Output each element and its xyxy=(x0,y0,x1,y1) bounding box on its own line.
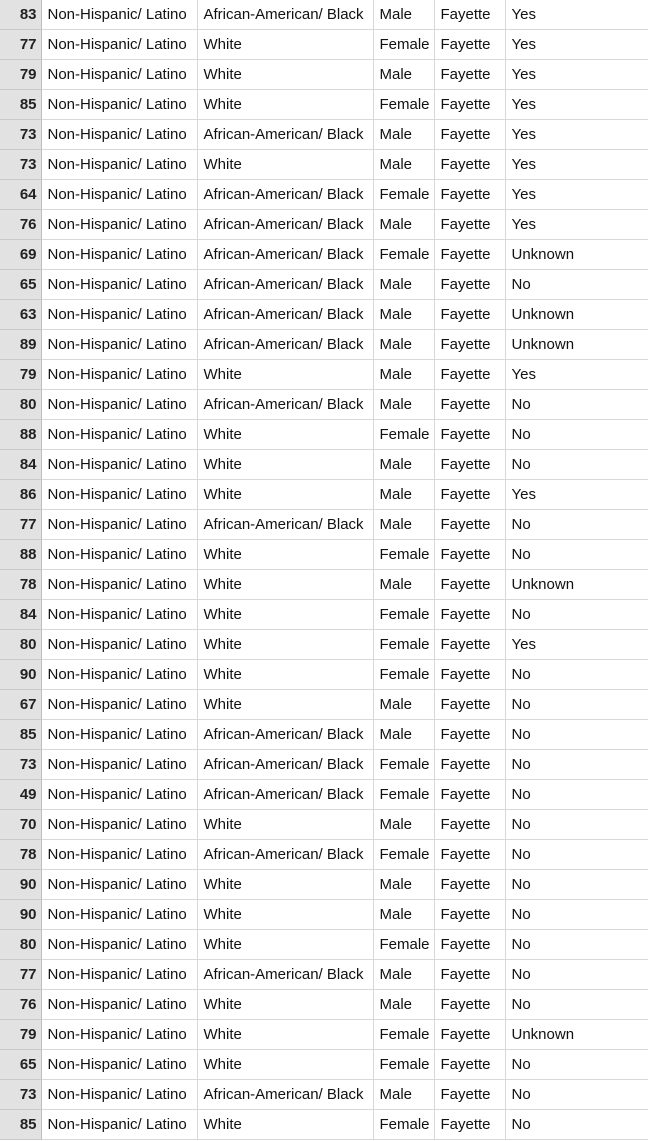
row-number-cell[interactable]: 64 xyxy=(0,180,41,210)
table-row xyxy=(0,690,648,720)
county-cell[interactable]: Fayette xyxy=(434,870,505,900)
race-cell[interactable]: White xyxy=(197,870,373,900)
county-cell[interactable]: Fayette xyxy=(434,900,505,930)
ethnicity-cell[interactable]: Non-Hispanic/ Latino xyxy=(41,660,197,690)
county-cell[interactable]: Fayette xyxy=(434,510,505,540)
ethnicity-cell[interactable]: Non-Hispanic/ Latino xyxy=(41,90,197,120)
race-cell[interactable]: African-American/ Black xyxy=(197,240,373,270)
sex-cell[interactable]: Male xyxy=(373,720,434,750)
ethnicity-cell[interactable]: Non-Hispanic/ Latino xyxy=(41,840,197,870)
sex-cell[interactable]: Male xyxy=(373,690,434,720)
status-cell[interactable]: No xyxy=(505,510,648,540)
status-cell[interactable]: Yes xyxy=(505,360,648,390)
table-row xyxy=(0,120,648,150)
ethnicity-cell[interactable]: Non-Hispanic/ Latino xyxy=(41,960,197,990)
ethnicity-cell[interactable]: Non-Hispanic/ Latino xyxy=(41,720,197,750)
race-cell[interactable]: White xyxy=(197,60,373,90)
sex-cell[interactable]: Male xyxy=(373,510,434,540)
table-row xyxy=(0,180,648,210)
race-cell[interactable]: African-American/ Black xyxy=(197,840,373,870)
row-number-cell[interactable]: 76 xyxy=(0,210,41,240)
table-row xyxy=(0,300,648,330)
status-cell[interactable]: Unknown xyxy=(505,330,648,360)
county-cell[interactable]: Fayette xyxy=(434,1110,505,1140)
ethnicity-cell[interactable]: Non-Hispanic/ Latino xyxy=(41,870,197,900)
ethnicity-cell[interactable]: Non-Hispanic/ Latino xyxy=(41,420,197,450)
ethnicity-cell[interactable]: Non-Hispanic/ Latino xyxy=(41,990,197,1020)
county-cell[interactable]: Fayette xyxy=(434,270,505,300)
sex-cell[interactable]: Female xyxy=(373,540,434,570)
ethnicity-cell[interactable]: Non-Hispanic/ Latino xyxy=(41,1020,197,1050)
sex-cell[interactable]: Female xyxy=(373,180,434,210)
ethnicity-cell[interactable]: Non-Hispanic/ Latino xyxy=(41,810,197,840)
row-number-cell[interactable]: 63 xyxy=(0,300,41,330)
table-row xyxy=(0,60,648,90)
sex-cell[interactable]: Male xyxy=(373,570,434,600)
race-cell[interactable]: African-American/ Black xyxy=(197,120,373,150)
row-number-cell[interactable]: 80 xyxy=(0,390,41,420)
ethnicity-cell[interactable]: Non-Hispanic/ Latino xyxy=(41,750,197,780)
county-cell[interactable]: Fayette xyxy=(434,120,505,150)
race-cell[interactable]: White xyxy=(197,630,373,660)
county-cell[interactable]: Fayette xyxy=(434,360,505,390)
ethnicity-cell[interactable]: Non-Hispanic/ Latino xyxy=(41,480,197,510)
status-cell[interactable]: Yes xyxy=(505,0,648,30)
row-number-cell[interactable]: 73 xyxy=(0,1080,41,1110)
row-number-cell[interactable]: 77 xyxy=(0,30,41,60)
sex-cell[interactable]: Male xyxy=(373,360,434,390)
table-row xyxy=(0,1020,648,1050)
county-cell[interactable]: Fayette xyxy=(434,180,505,210)
ethnicity-cell[interactable]: Non-Hispanic/ Latino xyxy=(41,390,197,420)
row-number-cell[interactable]: 86 xyxy=(0,480,41,510)
status-cell[interactable]: No xyxy=(505,1080,648,1110)
table-row xyxy=(0,600,648,630)
status-cell[interactable]: No xyxy=(505,840,648,870)
table-row xyxy=(0,360,648,390)
status-cell[interactable]: Unknown xyxy=(505,1020,648,1050)
row-number-cell[interactable]: 78 xyxy=(0,840,41,870)
race-cell[interactable]: White xyxy=(197,480,373,510)
status-cell[interactable]: No xyxy=(505,900,648,930)
status-cell[interactable]: No xyxy=(505,540,648,570)
race-cell[interactable]: White xyxy=(197,660,373,690)
table-row xyxy=(0,540,648,570)
row-number-cell[interactable]: 79 xyxy=(0,60,41,90)
sex-cell[interactable]: Male xyxy=(373,960,434,990)
row-number-cell[interactable]: 77 xyxy=(0,510,41,540)
race-cell[interactable]: White xyxy=(197,360,373,390)
table-row xyxy=(0,510,648,540)
status-cell[interactable]: No xyxy=(505,930,648,960)
row-number-cell[interactable]: 69 xyxy=(0,240,41,270)
county-cell[interactable]: Fayette xyxy=(434,330,505,360)
ethnicity-cell[interactable]: Non-Hispanic/ Latino xyxy=(41,1110,197,1140)
county-cell[interactable]: Fayette xyxy=(434,930,505,960)
race-cell[interactable]: White xyxy=(197,30,373,60)
county-cell[interactable]: Fayette xyxy=(434,840,505,870)
race-cell[interactable]: African-American/ Black xyxy=(197,720,373,750)
county-cell[interactable]: Fayette xyxy=(434,810,505,840)
table-row xyxy=(0,420,648,450)
row-number-cell[interactable]: 70 xyxy=(0,810,41,840)
sex-cell[interactable]: Male xyxy=(373,210,434,240)
county-cell[interactable]: Fayette xyxy=(434,390,505,420)
row-number-cell[interactable]: 65 xyxy=(0,1050,41,1080)
table-row xyxy=(0,1110,648,1140)
ethnicity-cell[interactable]: Non-Hispanic/ Latino xyxy=(41,330,197,360)
race-cell[interactable]: White xyxy=(197,690,373,720)
sex-cell[interactable]: Male xyxy=(373,300,434,330)
race-cell[interactable]: White xyxy=(197,810,373,840)
county-cell[interactable]: Fayette xyxy=(434,1050,505,1080)
race-cell[interactable]: White xyxy=(197,600,373,630)
race-cell[interactable]: White xyxy=(197,900,373,930)
county-cell[interactable]: Fayette xyxy=(434,630,505,660)
county-cell[interactable]: Fayette xyxy=(434,150,505,180)
race-cell[interactable]: White xyxy=(197,1020,373,1050)
race-cell[interactable]: White xyxy=(197,90,373,120)
status-cell[interactable]: No xyxy=(505,690,648,720)
status-cell[interactable]: No xyxy=(505,600,648,630)
status-cell[interactable]: Yes xyxy=(505,210,648,240)
row-number-cell[interactable]: 80 xyxy=(0,930,41,960)
ethnicity-cell[interactable]: Non-Hispanic/ Latino xyxy=(41,0,197,30)
sex-cell[interactable]: Male xyxy=(373,810,434,840)
race-cell[interactable]: White xyxy=(197,570,373,600)
table-row xyxy=(0,330,648,360)
row-number-cell[interactable]: 73 xyxy=(0,150,41,180)
row-number-cell[interactable]: 85 xyxy=(0,1110,41,1140)
ethnicity-cell[interactable]: Non-Hispanic/ Latino xyxy=(41,450,197,480)
county-cell[interactable]: Fayette xyxy=(434,750,505,780)
row-number-cell[interactable]: 84 xyxy=(0,450,41,480)
ethnicity-cell[interactable]: Non-Hispanic/ Latino xyxy=(41,510,197,540)
county-cell[interactable]: Fayette xyxy=(434,30,505,60)
ethnicity-cell[interactable]: Non-Hispanic/ Latino xyxy=(41,570,197,600)
county-cell[interactable]: Fayette xyxy=(434,690,505,720)
row-number-cell[interactable]: 88 xyxy=(0,420,41,450)
row-number-cell[interactable]: 90 xyxy=(0,900,41,930)
sex-cell[interactable]: Female xyxy=(373,780,434,810)
status-cell[interactable]: No xyxy=(505,270,648,300)
sex-cell[interactable]: Male xyxy=(373,120,434,150)
race-cell[interactable]: African-American/ Black xyxy=(197,270,373,300)
sex-cell[interactable]: Female xyxy=(373,660,434,690)
table-row xyxy=(0,960,648,990)
ethnicity-cell[interactable]: Non-Hispanic/ Latino xyxy=(41,210,197,240)
county-cell[interactable]: Fayette xyxy=(434,60,505,90)
row-number-cell[interactable]: 77 xyxy=(0,960,41,990)
race-cell[interactable]: African-American/ Black xyxy=(197,960,373,990)
county-cell[interactable]: Fayette xyxy=(434,1020,505,1050)
ethnicity-cell[interactable]: Non-Hispanic/ Latino xyxy=(41,240,197,270)
table-row xyxy=(0,450,648,480)
table-row xyxy=(0,150,648,180)
ethnicity-cell[interactable]: Non-Hispanic/ Latino xyxy=(41,1080,197,1110)
row-number-cell[interactable]: 78 xyxy=(0,570,41,600)
ethnicity-cell[interactable]: Non-Hispanic/ Latino xyxy=(41,60,197,90)
race-cell[interactable]: White xyxy=(197,990,373,1020)
sex-cell[interactable]: Male xyxy=(373,150,434,180)
county-cell[interactable]: Fayette xyxy=(434,660,505,690)
race-cell[interactable]: African-American/ Black xyxy=(197,180,373,210)
status-cell[interactable]: Yes xyxy=(505,120,648,150)
ethnicity-cell[interactable]: Non-Hispanic/ Latino xyxy=(41,150,197,180)
status-cell[interactable]: No xyxy=(505,780,648,810)
county-cell[interactable]: Fayette xyxy=(434,600,505,630)
table-row xyxy=(0,780,648,810)
status-cell[interactable]: No xyxy=(505,720,648,750)
ethnicity-cell[interactable]: Non-Hispanic/ Latino xyxy=(41,690,197,720)
status-cell[interactable]: No xyxy=(505,810,648,840)
race-cell[interactable]: African-American/ Black xyxy=(197,750,373,780)
sex-cell[interactable]: Female xyxy=(373,600,434,630)
table-row xyxy=(0,750,648,780)
sex-cell[interactable]: Female xyxy=(373,1110,434,1140)
status-cell[interactable]: No xyxy=(505,990,648,1020)
table-row xyxy=(0,240,648,270)
race-cell[interactable]: White xyxy=(197,150,373,180)
status-cell[interactable]: Yes xyxy=(505,150,648,180)
status-cell[interactable]: No xyxy=(505,870,648,900)
row-number-cell[interactable]: 88 xyxy=(0,540,41,570)
status-cell[interactable]: No xyxy=(505,420,648,450)
race-cell[interactable]: African-American/ Black xyxy=(197,510,373,540)
table-row xyxy=(0,90,648,120)
race-cell[interactable]: White xyxy=(197,450,373,480)
sex-cell[interactable]: Male xyxy=(373,1080,434,1110)
sex-cell[interactable]: Female xyxy=(373,630,434,660)
table-row xyxy=(0,660,648,690)
row-number-cell[interactable]: 83 xyxy=(0,0,41,30)
table-row xyxy=(0,900,648,930)
table-row xyxy=(0,210,648,240)
sex-cell[interactable]: Male xyxy=(373,900,434,930)
county-cell[interactable]: Fayette xyxy=(434,1080,505,1110)
county-cell[interactable]: Fayette xyxy=(434,780,505,810)
row-number-cell[interactable]: 49 xyxy=(0,780,41,810)
county-cell[interactable]: Fayette xyxy=(434,480,505,510)
table-row xyxy=(0,270,648,300)
row-number-cell[interactable]: 73 xyxy=(0,750,41,780)
row-number-cell[interactable]: 80 xyxy=(0,630,41,660)
sex-cell[interactable]: Male xyxy=(373,330,434,360)
table-row xyxy=(0,390,648,420)
status-cell[interactable]: Yes xyxy=(505,480,648,510)
county-cell[interactable]: Fayette xyxy=(434,450,505,480)
race-cell[interactable]: African-American/ Black xyxy=(197,330,373,360)
sex-cell[interactable]: Female xyxy=(373,420,434,450)
county-cell[interactable]: Fayette xyxy=(434,720,505,750)
row-number-cell[interactable]: 85 xyxy=(0,90,41,120)
row-number-cell[interactable]: 73 xyxy=(0,120,41,150)
race-cell[interactable]: White xyxy=(197,420,373,450)
sex-cell[interactable]: Female xyxy=(373,240,434,270)
ethnicity-cell[interactable]: Non-Hispanic/ Latino xyxy=(41,1050,197,1080)
row-number-cell[interactable]: 79 xyxy=(0,1020,41,1050)
ethnicity-cell[interactable]: Non-Hispanic/ Latino xyxy=(41,270,197,300)
ethnicity-cell[interactable]: Non-Hispanic/ Latino xyxy=(41,600,197,630)
status-cell[interactable]: No xyxy=(505,450,648,480)
race-cell[interactable]: White xyxy=(197,540,373,570)
table-row xyxy=(0,1050,648,1080)
ethnicity-cell[interactable]: Non-Hispanic/ Latino xyxy=(41,630,197,660)
race-cell[interactable]: White xyxy=(197,930,373,960)
county-cell[interactable]: Fayette xyxy=(434,240,505,270)
row-number-cell[interactable]: 85 xyxy=(0,720,41,750)
status-cell[interactable]: Yes xyxy=(505,60,648,90)
status-cell[interactable]: Yes xyxy=(505,30,648,60)
status-cell[interactable]: Yes xyxy=(505,90,648,120)
table-row xyxy=(0,0,648,30)
sex-cell[interactable]: Female xyxy=(373,840,434,870)
sex-cell[interactable]: Female xyxy=(373,930,434,960)
row-number-cell[interactable]: 90 xyxy=(0,660,41,690)
sex-cell[interactable]: Male xyxy=(373,60,434,90)
table-row xyxy=(0,810,648,840)
row-number-cell[interactable]: 67 xyxy=(0,690,41,720)
status-cell[interactable]: Yes xyxy=(505,180,648,210)
race-cell[interactable]: White xyxy=(197,1110,373,1140)
status-cell[interactable]: No xyxy=(505,660,648,690)
sex-cell[interactable]: Male xyxy=(373,450,434,480)
sex-cell[interactable]: Female xyxy=(373,90,434,120)
race-cell[interactable]: African-American/ Black xyxy=(197,780,373,810)
ethnicity-cell[interactable]: Non-Hispanic/ Latino xyxy=(41,300,197,330)
ethnicity-cell[interactable]: Non-Hispanic/ Latino xyxy=(41,900,197,930)
race-cell[interactable]: African-American/ Black xyxy=(197,1080,373,1110)
sex-cell[interactable]: Male xyxy=(373,0,434,30)
sex-cell[interactable]: Male xyxy=(373,870,434,900)
status-cell[interactable]: Unknown xyxy=(505,240,648,270)
sex-cell[interactable]: Male xyxy=(373,480,434,510)
status-cell[interactable]: No xyxy=(505,1050,648,1080)
table-row xyxy=(0,570,648,600)
race-cell[interactable]: African-American/ Black xyxy=(197,0,373,30)
sex-cell[interactable]: Female xyxy=(373,750,434,780)
ethnicity-cell[interactable]: Non-Hispanic/ Latino xyxy=(41,540,197,570)
status-cell[interactable]: No xyxy=(505,1110,648,1140)
table-row xyxy=(0,480,648,510)
sex-cell[interactable]: Male xyxy=(373,990,434,1020)
status-cell[interactable]: No xyxy=(505,390,648,420)
ethnicity-cell[interactable]: Non-Hispanic/ Latino xyxy=(41,180,197,210)
sex-cell[interactable]: Male xyxy=(373,390,434,420)
county-cell[interactable]: Fayette xyxy=(434,990,505,1020)
status-cell[interactable]: Yes xyxy=(505,630,648,660)
row-number-cell[interactable]: 76 xyxy=(0,990,41,1020)
status-cell[interactable]: No xyxy=(505,750,648,780)
race-cell[interactable]: African-American/ Black xyxy=(197,300,373,330)
ethnicity-cell[interactable]: Non-Hispanic/ Latino xyxy=(41,30,197,60)
ethnicity-cell[interactable]: Non-Hispanic/ Latino xyxy=(41,930,197,960)
ethnicity-cell[interactable]: Non-Hispanic/ Latino xyxy=(41,120,197,150)
race-cell[interactable]: African-American/ Black xyxy=(197,390,373,420)
county-cell[interactable]: Fayette xyxy=(434,570,505,600)
county-cell[interactable]: Fayette xyxy=(434,540,505,570)
race-cell[interactable]: African-American/ Black xyxy=(197,210,373,240)
county-cell[interactable]: Fayette xyxy=(434,0,505,30)
sex-cell[interactable]: Female xyxy=(373,1050,434,1080)
row-number-cell[interactable]: 65 xyxy=(0,270,41,300)
status-cell[interactable]: Unknown xyxy=(505,300,648,330)
sex-cell[interactable]: Female xyxy=(373,1020,434,1050)
table-row xyxy=(0,840,648,870)
row-number-cell[interactable]: 84 xyxy=(0,600,41,630)
race-cell[interactable]: White xyxy=(197,1050,373,1080)
county-cell[interactable]: Fayette xyxy=(434,420,505,450)
ethnicity-cell[interactable]: Non-Hispanic/ Latino xyxy=(41,780,197,810)
table-row xyxy=(0,30,648,60)
status-cell[interactable]: No xyxy=(505,960,648,990)
county-cell[interactable]: Fayette xyxy=(434,210,505,240)
ethnicity-cell[interactable]: Non-Hispanic/ Latino xyxy=(41,360,197,390)
row-number-cell[interactable]: 89 xyxy=(0,330,41,360)
table-row xyxy=(0,1080,648,1110)
status-cell[interactable]: Unknown xyxy=(505,570,648,600)
sex-cell[interactable]: Female xyxy=(373,30,434,60)
table-row xyxy=(0,630,648,660)
row-number-cell[interactable]: 90 xyxy=(0,870,41,900)
table-row xyxy=(0,720,648,750)
table-row xyxy=(0,990,648,1020)
county-cell[interactable]: Fayette xyxy=(434,90,505,120)
table-row xyxy=(0,930,648,960)
sex-cell[interactable]: Male xyxy=(373,270,434,300)
county-cell[interactable]: Fayette xyxy=(434,960,505,990)
table-row xyxy=(0,870,648,900)
row-number-cell[interactable]: 79 xyxy=(0,360,41,390)
county-cell[interactable]: Fayette xyxy=(434,300,505,330)
